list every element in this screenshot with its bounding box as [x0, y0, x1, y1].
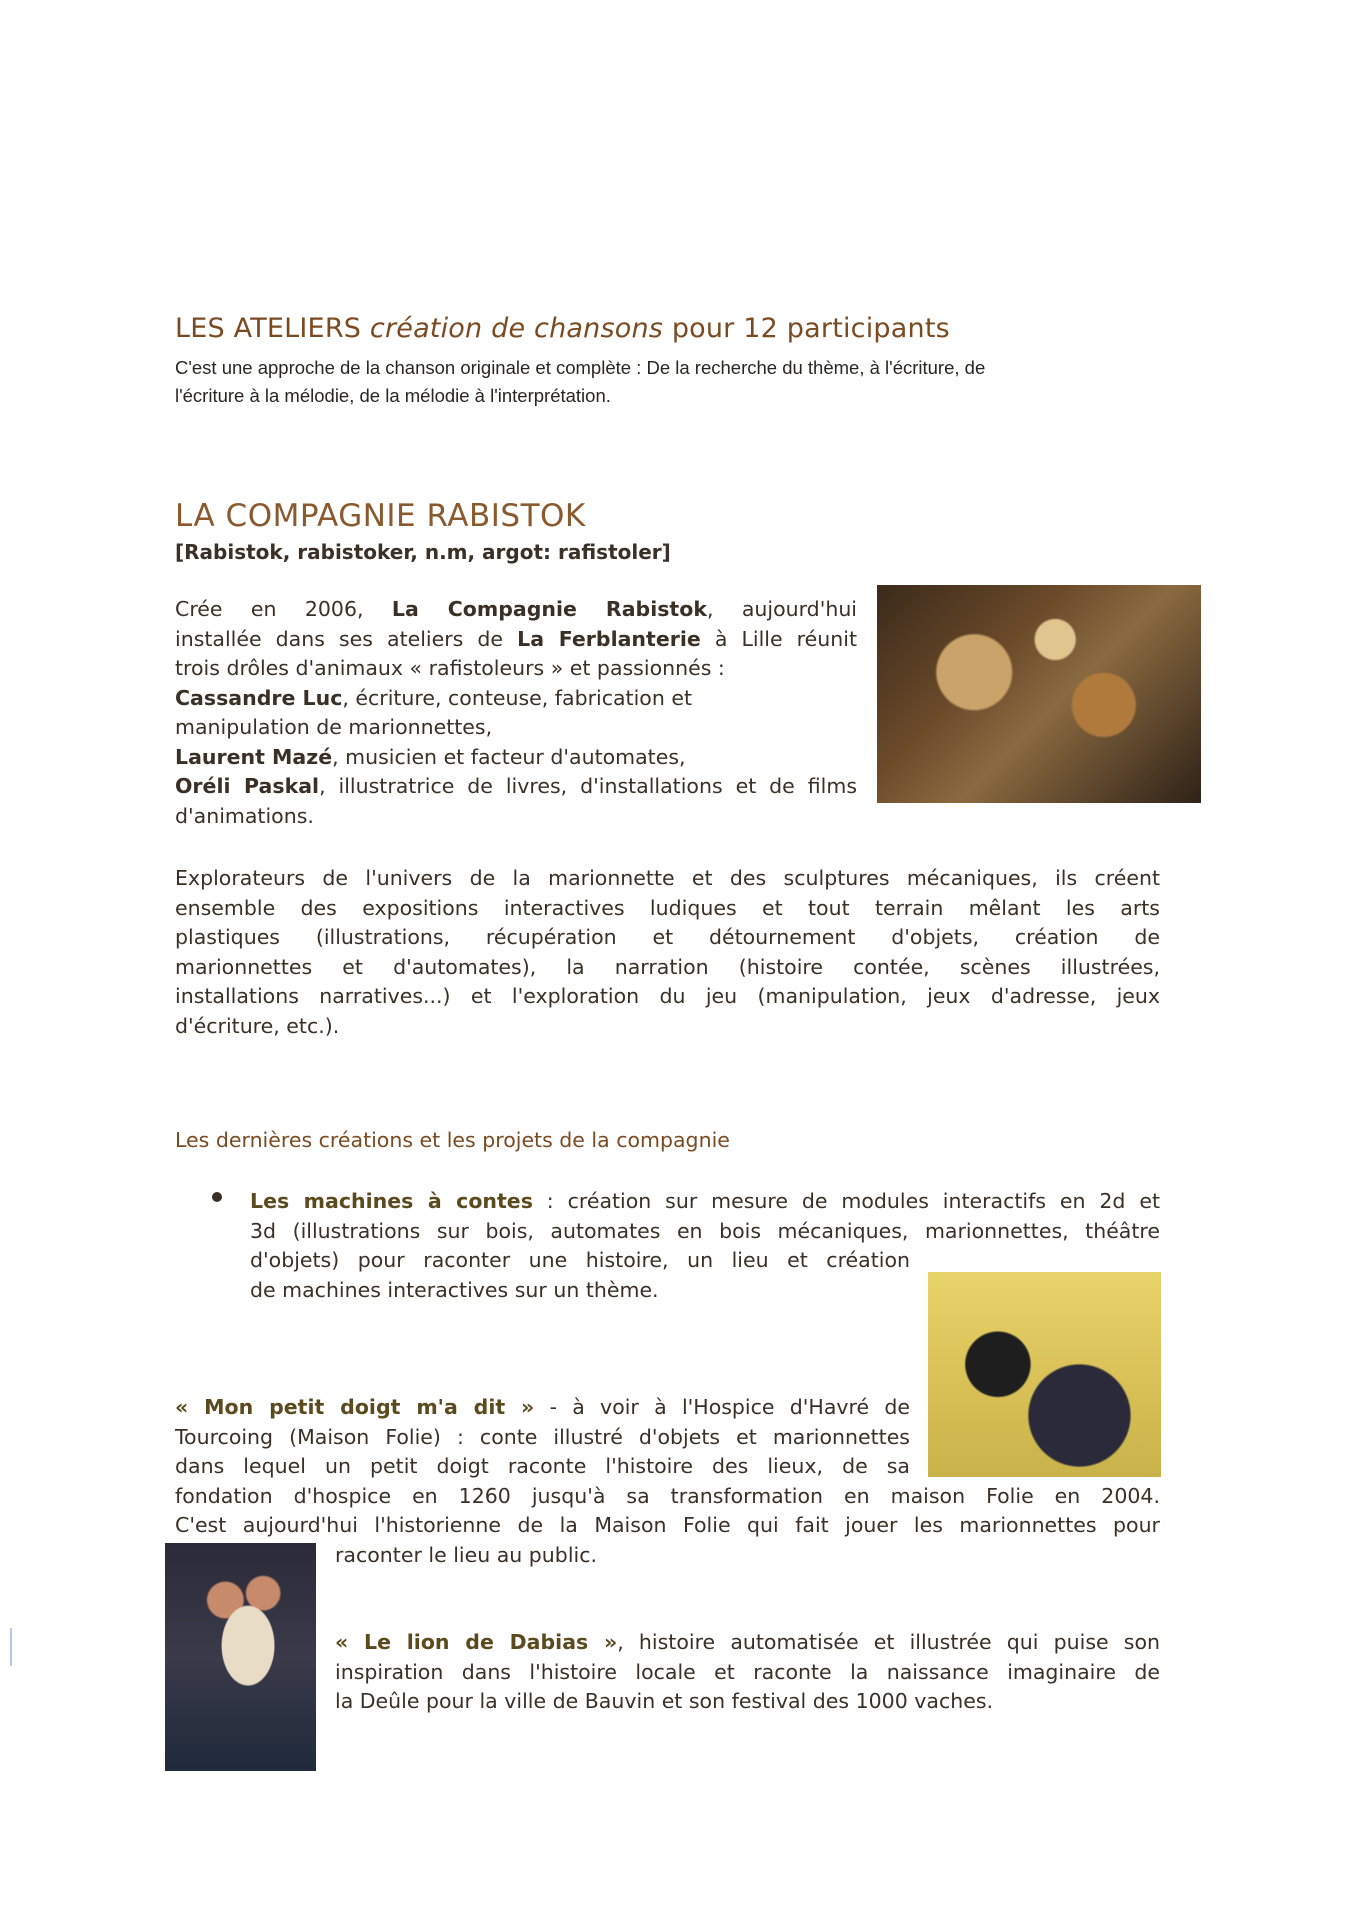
text-line: la Deûle pour la ville de Bauvin et son festival des 1000 vaches. [335, 1689, 994, 1713]
text-line: d'objets) pour raconter une histoire, un lieu et création [250, 1248, 910, 1272]
ateliers-text-line: C'est une approche de la chanson originale et complète : De la recherche du thème, à l'écriture, de [175, 357, 986, 378]
ateliers-text-line: l'écriture à la mélodie, de la mélodie à l'interprétation. [175, 385, 611, 406]
ateliers-heading-part1: LES ATELIERS [175, 313, 370, 344]
workshop-photo [877, 585, 1201, 803]
text-line: plastiques (illustrations, récupération et détournement d'objets, création de [175, 925, 1160, 949]
scan-mark [10, 1628, 12, 1666]
text-line: Tourcoing (Maison Folie) : conte illustré d'objets et marionnettes [175, 1424, 910, 1449]
ateliers-heading-italic: création de chansons [369, 313, 664, 344]
text-line: Cassandre Luc, écriture, conteuse, fabrication et [175, 685, 692, 710]
explorers-paragraph [175, 864, 1160, 1041]
text-line: Crée en 2006, La Compagnie Rabistok, aujourd'hui [175, 597, 858, 621]
text-line: fondation d'hospice en 1260 jusqu'à sa transformation en maison Folie en 2004. [175, 1483, 1160, 1508]
bullet-icon [212, 1192, 222, 1202]
text-line: dans lequel un petit doigt raconte l'histoire des lieux, de sa [175, 1454, 910, 1478]
text-line: raconter le lieu au public. [335, 1542, 597, 1567]
text-line: de machines interactives sur un thème. [250, 1277, 659, 1302]
puppets-photo [165, 1543, 316, 1771]
ateliers-description [175, 354, 1165, 410]
text-line: marionnettes et d'automates), la narration (histoire contée, scènes illustrées, [175, 954, 1160, 979]
text-line: inspiration dans l'histoire locale et raconte la naissance imaginaire de [335, 1659, 1160, 1684]
text-line: « Le lion de Dabias », histoire automatisée et illustrée qui puise son [335, 1630, 1160, 1654]
text-line: Les machines à contes : création sur mesure de modules interactifs en 2d et [250, 1189, 1160, 1213]
ateliers-heading-part2: pour 12 participants [663, 313, 950, 344]
text-line: d'écriture, etc.). [175, 1013, 340, 1038]
text-line: d'animations. [175, 803, 314, 828]
petit-doigt-paragraph [175, 1393, 1160, 1570]
text-line: Oréli Paskal, illustratrice de livres, d'installations et de films [175, 774, 857, 798]
company-heading: LA COMPAGNIE RABISTOK [175, 498, 586, 534]
company-etymology: [Rabistok, rabistoker, n.m, argot: rafistoler] [175, 540, 671, 564]
ateliers-heading [175, 313, 1175, 344]
text-line: installée dans ses ateliers de La Ferblanterie à Lille réunit [175, 626, 857, 651]
company-intro-paragraph [175, 595, 857, 831]
text-line: Explorateurs de l'univers de la marionnette et des sculptures mécaniques, ils créent [175, 866, 1160, 890]
creations-subheading: Les dernières créations et les projets de la compagnie [175, 1128, 730, 1152]
lion-dabias-paragraph [335, 1628, 1160, 1717]
text-line: trois drôles d'animaux « rafistoleurs » et passionnés : [175, 656, 725, 680]
text-line: ensemble des expositions interactives ludiques et tout terrain mêlant les arts [175, 895, 1160, 920]
text-line: C'est aujourd'hui l'historienne de la Maison Folie qui fait jouer les marionnettes pour [175, 1513, 1160, 1537]
text-line: installations narratives...) et l'exploration du jeu (manipulation, jeux d'adresse, jeux [175, 984, 1160, 1008]
text-line: « Mon petit doigt m'a dit » - à voir à l'Hospice d'Havré de [175, 1395, 911, 1419]
text-line: manipulation de marionnettes, [175, 715, 493, 739]
text-line: 3d (illustrations sur bois, automates en bois mécaniques, marionnettes, théâtre [250, 1218, 1160, 1243]
text-line: Laurent Mazé, musicien et facteur d'automates, [175, 744, 686, 769]
